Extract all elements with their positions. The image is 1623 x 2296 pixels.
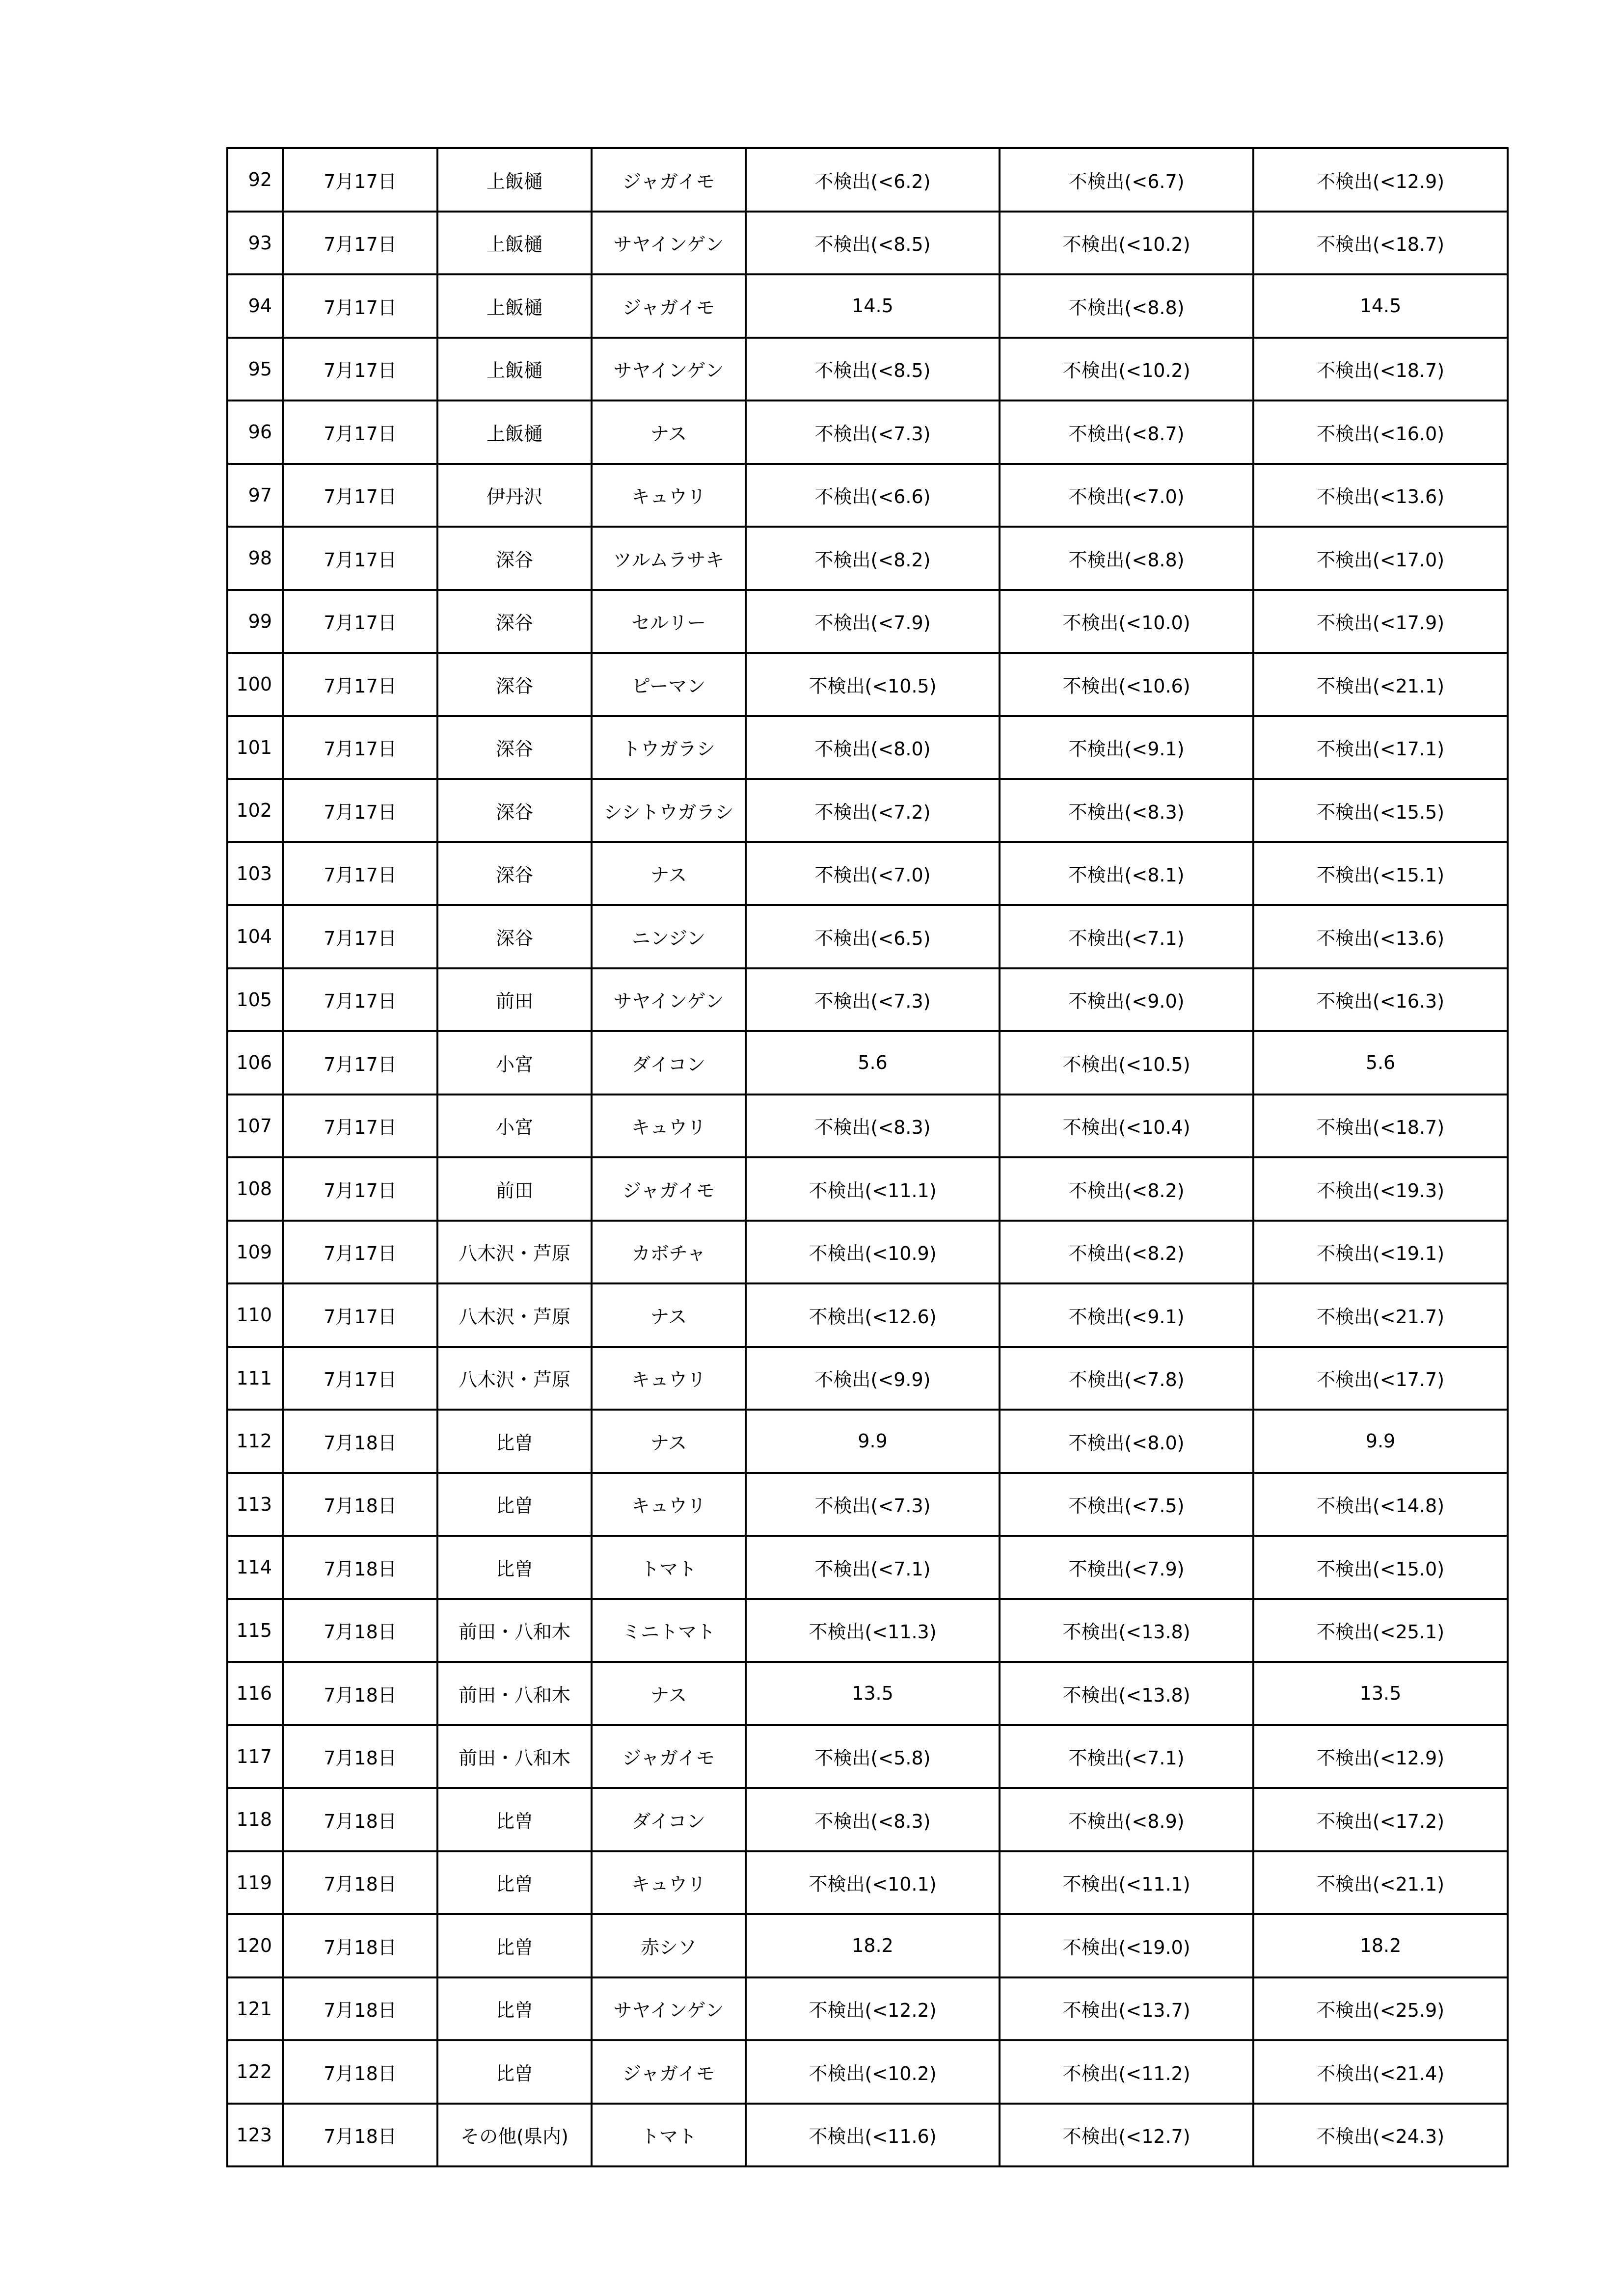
cell-value-1: 不検出(<10.2) (746, 2040, 1000, 2104)
cell-item: サヤインゲン (592, 212, 746, 275)
cell-date: 7月17日 (283, 842, 437, 906)
table-row (227, 464, 1508, 527)
cell-value-1: 不検出(<6.6) (746, 464, 1000, 527)
table-row (227, 2040, 1508, 2104)
cell-sample-number: 116 (227, 1662, 283, 1725)
cell-item: ジャガイモ (592, 274, 746, 338)
cell-area: 上飯樋 (437, 400, 592, 464)
cell-sample-number: 92 (227, 148, 283, 212)
cell-value-2: 不検出(<10.2) (1000, 212, 1253, 275)
table-row (227, 1157, 1508, 1221)
cell-area: 比曽 (437, 1536, 592, 1599)
cell-value-2: 不検出(<13.8) (1000, 1662, 1253, 1725)
cell-area: 上飯樋 (437, 274, 592, 338)
cell-item: シシトウガラシ (592, 779, 746, 842)
cell-value-total: 不検出(<17.9) (1253, 590, 1508, 653)
cell-value-1: 不検出(<12.6) (746, 1283, 1000, 1347)
cell-sample-number: 120 (227, 1914, 283, 1977)
cell-item: ニンジン (592, 905, 746, 968)
cell-area: 深谷 (437, 716, 592, 779)
cell-value-total: 不検出(<13.6) (1253, 905, 1508, 968)
cell-item: セルリー (592, 590, 746, 653)
cell-item: カボチャ (592, 1221, 746, 1284)
cell-item: トウガラシ (592, 716, 746, 779)
cell-area: 小宮 (437, 1031, 592, 1095)
cell-value-2: 不検出(<13.7) (1000, 1977, 1253, 2041)
cell-value-2: 不検出(<8.8) (1000, 274, 1253, 338)
cell-sample-number: 123 (227, 2104, 283, 2167)
cell-date: 7月17日 (283, 1157, 437, 1221)
table-row (227, 1599, 1508, 1662)
cell-date: 7月17日 (283, 1347, 437, 1410)
cell-value-total: 不検出(<17.1) (1253, 716, 1508, 779)
cell-sample-number: 97 (227, 464, 283, 527)
cell-value-1: 不検出(<7.1) (746, 1536, 1000, 1599)
cell-item: キュウリ (592, 1347, 746, 1410)
cell-value-2: 不検出(<9.1) (1000, 716, 1253, 779)
cell-value-total: 不検出(<15.1) (1253, 842, 1508, 906)
cell-value-1: 5.6 (746, 1031, 1000, 1095)
cell-area: 比曽 (437, 1851, 592, 1915)
table-row (227, 1662, 1508, 1725)
cell-value-2: 不検出(<8.9) (1000, 1788, 1253, 1851)
cell-area: 八木沢・芦原 (437, 1347, 592, 1410)
cell-date: 7月17日 (283, 905, 437, 968)
cell-area: 前田 (437, 1157, 592, 1221)
cell-item: キュウリ (592, 1473, 746, 1536)
cell-value-total: 不検出(<21.4) (1253, 2040, 1508, 2104)
cell-value-2: 不検出(<13.8) (1000, 1599, 1253, 1662)
cell-value-2: 不検出(<11.1) (1000, 1851, 1253, 1915)
cell-value-2: 不検出(<6.7) (1000, 148, 1253, 212)
table-row (227, 1536, 1508, 1599)
cell-date: 7月18日 (283, 1473, 437, 1536)
cell-date: 7月18日 (283, 1662, 437, 1725)
cell-value-total: 不検出(<16.3) (1253, 968, 1508, 1032)
cell-sample-number: 100 (227, 653, 283, 716)
table-row (227, 1788, 1508, 1851)
cell-value-1: 不検出(<7.3) (746, 968, 1000, 1032)
table-row (227, 1283, 1508, 1347)
cell-area: 八木沢・芦原 (437, 1283, 592, 1347)
cell-value-1: 18.2 (746, 1914, 1000, 1977)
cell-sample-number: 105 (227, 968, 283, 1032)
cell-item: ジャガイモ (592, 1725, 746, 1789)
cell-value-2: 不検出(<9.1) (1000, 1283, 1253, 1347)
cell-area: 深谷 (437, 527, 592, 590)
table-row (227, 842, 1508, 906)
table-row (227, 590, 1508, 653)
cell-value-total: 不検出(<15.5) (1253, 779, 1508, 842)
cell-item: ジャガイモ (592, 1157, 746, 1221)
cell-sample-number: 107 (227, 1095, 283, 1158)
cell-area: 八木沢・芦原 (437, 1221, 592, 1284)
cell-value-2: 不検出(<7.8) (1000, 1347, 1253, 1410)
cell-sample-number: 113 (227, 1473, 283, 1536)
cell-sample-number: 111 (227, 1347, 283, 1410)
cell-date: 7月17日 (283, 653, 437, 716)
cell-value-2: 不検出(<7.5) (1000, 1473, 1253, 1536)
cell-area: 比曽 (437, 1473, 592, 1536)
cell-area: 前田・八和木 (437, 1662, 592, 1725)
cell-value-1: 不検出(<7.2) (746, 779, 1000, 842)
cell-value-total: 不検出(<13.6) (1253, 464, 1508, 527)
cell-date: 7月17日 (283, 400, 437, 464)
cell-value-2: 不検出(<8.7) (1000, 400, 1253, 464)
cell-item: ジャガイモ (592, 2040, 746, 2104)
cell-value-1: 不検出(<7.9) (746, 590, 1000, 653)
cell-value-2: 不検出(<8.0) (1000, 1410, 1253, 1473)
cell-sample-number: 101 (227, 716, 283, 779)
cell-value-2: 不検出(<7.1) (1000, 1725, 1253, 1789)
cell-sample-number: 93 (227, 212, 283, 275)
cell-item: キュウリ (592, 464, 746, 527)
cell-value-1: 不検出(<8.0) (746, 716, 1000, 779)
table-row (227, 905, 1508, 968)
cell-sample-number: 96 (227, 400, 283, 464)
cell-area: 深谷 (437, 779, 592, 842)
cell-value-total: 不検出(<14.8) (1253, 1473, 1508, 1536)
cell-sample-number: 106 (227, 1031, 283, 1095)
cell-item: トマト (592, 1536, 746, 1599)
table-row (227, 968, 1508, 1032)
cell-value-1: 不検出(<11.3) (746, 1599, 1000, 1662)
cell-value-2: 不検出(<11.2) (1000, 2040, 1253, 2104)
cell-item: ナス (592, 1410, 746, 1473)
cell-date: 7月18日 (283, 1599, 437, 1662)
cell-item: キュウリ (592, 1851, 746, 1915)
cell-value-total: 不検出(<21.1) (1253, 653, 1508, 716)
cell-item: ツルムラサキ (592, 527, 746, 590)
cell-value-2: 不検出(<10.6) (1000, 653, 1253, 716)
cell-value-1: 不検出(<8.2) (746, 527, 1000, 590)
cell-item: サヤインゲン (592, 1977, 746, 2041)
cell-value-2: 不検出(<8.2) (1000, 1221, 1253, 1284)
cell-value-total: 不検出(<16.0) (1253, 400, 1508, 464)
cell-value-total: 不検出(<21.7) (1253, 1283, 1508, 1347)
cell-date: 7月18日 (283, 1536, 437, 1599)
cell-area: 比曽 (437, 2040, 592, 2104)
cell-value-1: 不検出(<10.9) (746, 1221, 1000, 1284)
cell-date: 7月18日 (283, 2104, 437, 2167)
table-row (227, 1410, 1508, 1473)
table-row (227, 1914, 1508, 1977)
cell-value-1: 不検出(<7.3) (746, 400, 1000, 464)
cell-area: 伊丹沢 (437, 464, 592, 527)
table-row (227, 2104, 1508, 2167)
cell-value-1: 不検出(<8.3) (746, 1095, 1000, 1158)
cell-value-1: 不検出(<6.5) (746, 905, 1000, 968)
table-row (227, 1851, 1508, 1915)
cell-value-total: 9.9 (1253, 1410, 1508, 1473)
cell-date: 7月17日 (283, 716, 437, 779)
cell-item: ダイコン (592, 1788, 746, 1851)
cell-date: 7月17日 (283, 779, 437, 842)
cell-date: 7月17日 (283, 464, 437, 527)
table-row (227, 1031, 1508, 1095)
cell-value-1: 不検出(<7.0) (746, 842, 1000, 906)
cell-value-total: 不検出(<19.1) (1253, 1221, 1508, 1284)
cell-value-total: 不検出(<17.0) (1253, 527, 1508, 590)
cell-value-2: 不検出(<7.0) (1000, 464, 1253, 527)
cell-value-1: 不検出(<11.1) (746, 1157, 1000, 1221)
cell-sample-number: 117 (227, 1725, 283, 1789)
cell-date: 7月18日 (283, 1914, 437, 1977)
cell-value-2: 不検出(<12.7) (1000, 2104, 1253, 2167)
cell-value-total: 18.2 (1253, 1914, 1508, 1977)
cell-value-1: 13.5 (746, 1662, 1000, 1725)
table-row (227, 1977, 1508, 2041)
table-row (227, 653, 1508, 716)
cell-area: 比曽 (437, 1914, 592, 1977)
cell-value-1: 不検出(<6.2) (746, 148, 1000, 212)
cell-value-2: 不検出(<7.9) (1000, 1536, 1253, 1599)
cell-area: その他(県内) (437, 2104, 592, 2167)
cell-area: 深谷 (437, 590, 592, 653)
cell-area: 深谷 (437, 653, 592, 716)
cell-item: サヤインゲン (592, 968, 746, 1032)
cell-value-2: 不検出(<8.8) (1000, 527, 1253, 590)
cell-item: ダイコン (592, 1031, 746, 1095)
cell-item: ピーマン (592, 653, 746, 716)
cell-value-total: 不検出(<17.2) (1253, 1788, 1508, 1851)
cell-item: ナス (592, 400, 746, 464)
cell-value-total: 不検出(<18.7) (1253, 338, 1508, 401)
cell-area: 比曽 (437, 1977, 592, 2041)
cell-area: 深谷 (437, 905, 592, 968)
table-row (227, 1221, 1508, 1284)
cell-area: 比曽 (437, 1788, 592, 1851)
results-table (226, 147, 1509, 2167)
table-row (227, 1473, 1508, 1536)
table-row (227, 1725, 1508, 1789)
cell-value-1: 不検出(<8.3) (746, 1788, 1000, 1851)
cell-value-2: 不検出(<10.4) (1000, 1095, 1253, 1158)
cell-value-total: 13.5 (1253, 1662, 1508, 1725)
cell-item: ナス (592, 1662, 746, 1725)
cell-value-total: 不検出(<19.3) (1253, 1157, 1508, 1221)
cell-date: 7月18日 (283, 1788, 437, 1851)
cell-sample-number: 109 (227, 1221, 283, 1284)
cell-item: ナス (592, 842, 746, 906)
cell-date: 7月18日 (283, 1725, 437, 1789)
cell-value-2: 不検出(<10.5) (1000, 1031, 1253, 1095)
cell-item: 赤シソ (592, 1914, 746, 1977)
cell-area: 上飯樋 (437, 148, 592, 212)
table-row (227, 274, 1508, 338)
results-table-body (227, 148, 1508, 2166)
cell-item: トマト (592, 2104, 746, 2167)
cell-item: ミニトマト (592, 1599, 746, 1662)
table-row (227, 338, 1508, 401)
cell-date: 7月17日 (283, 968, 437, 1032)
cell-value-2: 不検出(<8.2) (1000, 1157, 1253, 1221)
table-row (227, 400, 1508, 464)
cell-sample-number: 115 (227, 1599, 283, 1662)
table-row (227, 212, 1508, 275)
cell-value-1: 不検出(<12.2) (746, 1977, 1000, 2041)
cell-date: 7月17日 (283, 338, 437, 401)
table-row (227, 1347, 1508, 1410)
table-row (227, 779, 1508, 842)
cell-value-1: 不検出(<5.8) (746, 1725, 1000, 1789)
cell-value-1: 不検出(<8.5) (746, 212, 1000, 275)
cell-value-total: 5.6 (1253, 1031, 1508, 1095)
cell-sample-number: 121 (227, 1977, 283, 2041)
cell-value-total: 不検出(<24.3) (1253, 2104, 1508, 2167)
cell-value-total: 14.5 (1253, 274, 1508, 338)
cell-value-2: 不検出(<10.0) (1000, 590, 1253, 653)
cell-item: ジャガイモ (592, 148, 746, 212)
cell-item: サヤインゲン (592, 338, 746, 401)
cell-date: 7月18日 (283, 1410, 437, 1473)
cell-sample-number: 94 (227, 274, 283, 338)
cell-sample-number: 112 (227, 1410, 283, 1473)
cell-sample-number: 95 (227, 338, 283, 401)
table-row (227, 148, 1508, 212)
cell-area: 前田・八和木 (437, 1599, 592, 1662)
cell-area: 小宮 (437, 1095, 592, 1158)
cell-date: 7月17日 (283, 274, 437, 338)
cell-value-total: 不検出(<18.7) (1253, 212, 1508, 275)
cell-date: 7月17日 (283, 1095, 437, 1158)
cell-date: 7月17日 (283, 1283, 437, 1347)
cell-sample-number: 103 (227, 842, 283, 906)
cell-date: 7月18日 (283, 2040, 437, 2104)
cell-date: 7月17日 (283, 1221, 437, 1284)
cell-value-total: 不検出(<12.9) (1253, 148, 1508, 212)
cell-area: 上飯樋 (437, 338, 592, 401)
cell-sample-number: 110 (227, 1283, 283, 1347)
cell-value-total: 不検出(<25.1) (1253, 1599, 1508, 1662)
cell-value-1: 不検出(<8.5) (746, 338, 1000, 401)
cell-date: 7月17日 (283, 590, 437, 653)
cell-area: 上飯樋 (437, 212, 592, 275)
cell-value-total: 不検出(<25.9) (1253, 1977, 1508, 2041)
cell-value-total: 不検出(<18.7) (1253, 1095, 1508, 1158)
cell-area: 深谷 (437, 842, 592, 906)
cell-sample-number: 118 (227, 1788, 283, 1851)
cell-value-1: 不検出(<10.5) (746, 653, 1000, 716)
cell-sample-number: 104 (227, 905, 283, 968)
cell-value-total: 不検出(<15.0) (1253, 1536, 1508, 1599)
cell-date: 7月18日 (283, 1851, 437, 1915)
cell-date: 7月17日 (283, 148, 437, 212)
cell-sample-number: 108 (227, 1157, 283, 1221)
table-row (227, 716, 1508, 779)
cell-value-2: 不検出(<8.1) (1000, 842, 1253, 906)
cell-sample-number: 102 (227, 779, 283, 842)
cell-value-total: 不検出(<21.1) (1253, 1851, 1508, 1915)
cell-value-2: 不検出(<9.0) (1000, 968, 1253, 1032)
cell-value-1: 不検出(<10.1) (746, 1851, 1000, 1915)
cell-value-1: 不検出(<11.6) (746, 2104, 1000, 2167)
table-row (227, 527, 1508, 590)
cell-sample-number: 114 (227, 1536, 283, 1599)
cell-value-1: 不検出(<9.9) (746, 1347, 1000, 1410)
cell-sample-number: 119 (227, 1851, 283, 1915)
cell-date: 7月18日 (283, 1977, 437, 2041)
cell-sample-number: 122 (227, 2040, 283, 2104)
cell-value-1: 14.5 (746, 274, 1000, 338)
cell-date: 7月17日 (283, 1031, 437, 1095)
cell-sample-number: 99 (227, 590, 283, 653)
cell-date: 7月17日 (283, 527, 437, 590)
cell-value-total: 不検出(<12.9) (1253, 1725, 1508, 1789)
cell-area: 比曽 (437, 1410, 592, 1473)
cell-value-1: 不検出(<7.3) (746, 1473, 1000, 1536)
cell-area: 前田・八和木 (437, 1725, 592, 1789)
cell-value-2: 不検出(<10.2) (1000, 338, 1253, 401)
cell-value-2: 不検出(<7.1) (1000, 905, 1253, 968)
cell-sample-number: 98 (227, 527, 283, 590)
cell-item: ナス (592, 1283, 746, 1347)
cell-value-1: 9.9 (746, 1410, 1000, 1473)
cell-value-total: 不検出(<17.7) (1253, 1347, 1508, 1410)
cell-date: 7月17日 (283, 212, 437, 275)
cell-value-2: 不検出(<8.3) (1000, 779, 1253, 842)
table-row (227, 1095, 1508, 1158)
cell-item: キュウリ (592, 1095, 746, 1158)
cell-value-2: 不検出(<19.0) (1000, 1914, 1253, 1977)
cell-area: 前田 (437, 968, 592, 1032)
